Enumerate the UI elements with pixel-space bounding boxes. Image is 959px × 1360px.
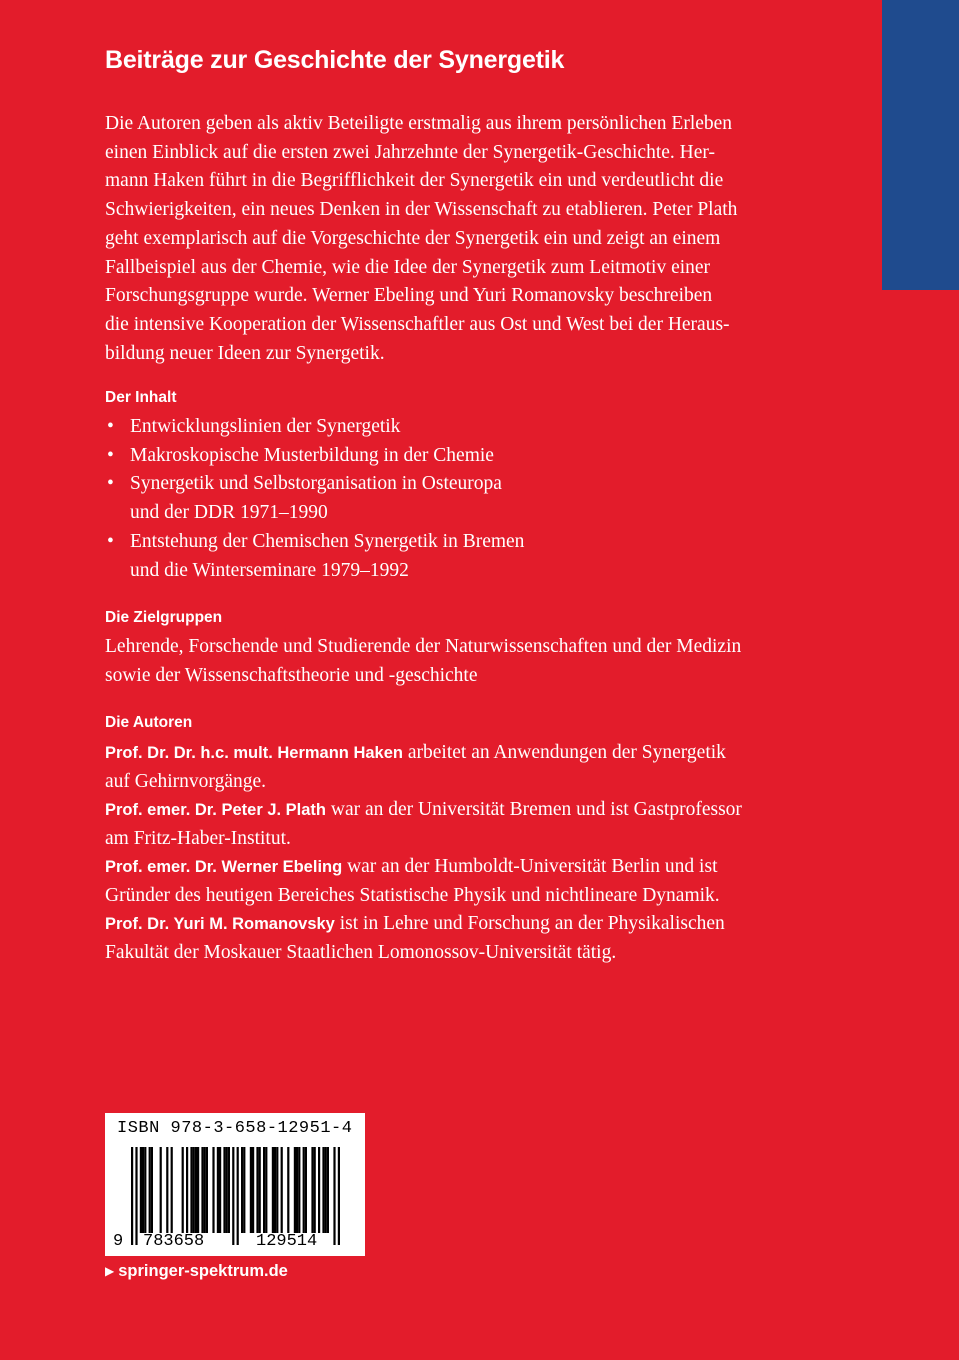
barcode-bar: [281, 1147, 283, 1233]
barcode-bar: [250, 1147, 252, 1233]
isbn-barcode: [105, 1113, 365, 1256]
intro-line: die intensive Kooperation der Wissenschaftler aus Ost und West bei der Heraus-: [105, 313, 730, 335]
barcode-bar: [327, 1147, 329, 1233]
bullet-icon: •: [107, 530, 114, 552]
book-title: Beiträge zur Geschichte der Synergetik: [105, 46, 565, 74]
audience-heading: Die Zielgruppen: [105, 609, 223, 626]
intro-line: Die Autoren geben als aktiv Beteiligte erstmalig aus ihrem persönlichen Erleben: [105, 113, 733, 134]
barcode-bar: [212, 1147, 214, 1233]
barcode-bar: [197, 1147, 199, 1233]
intro-line: Fallbeispiel aus der Chemie, wie die Idee der Synergetik zum Leitmotiv einer: [105, 256, 711, 278]
ean-left-digits: 783658: [143, 1232, 205, 1251]
contents-list: [105, 413, 820, 585]
isbn-label: ISBN 978-3-658-12951-4: [117, 1119, 353, 1138]
barcode-bar: [338, 1147, 340, 1245]
barcode-bar: [272, 1147, 274, 1233]
barcode-bar: [193, 1147, 195, 1233]
barcode-bar: [274, 1147, 276, 1233]
barcode-bar: [305, 1147, 307, 1233]
barcode-bar: [135, 1147, 137, 1245]
audience-paragraph: Lehrende, Forschende und Studierende der Naturwissenschaften und der Medizin sowie der Wissenschaftstheorie und -geschichte: [105, 636, 742, 686]
barcode-bar: [201, 1147, 203, 1233]
barcode-bar: [243, 1147, 245, 1233]
barcode-bar: [151, 1147, 153, 1233]
barcode-bar: [263, 1147, 265, 1233]
barcode-bar: [318, 1147, 320, 1233]
intro-line: mann Haken führt in die Begrifflichkeit der Synergetik ein und verdeutlicht die: [105, 170, 724, 192]
barcode-bar: [296, 1147, 298, 1233]
intro-line: einen Einblick auf die ersten zwei Jahrzehnte der Synergetik-Geschichte. Her-: [105, 141, 715, 163]
list-item: • Synergetik und Selbstorganisation in Osteuropa und der DDR 1971–1990: [105, 470, 820, 527]
intro-line: Schwierigkeiten, ein neues Denken in der Wissenschaft zu etablieren. Peter Plath: [105, 199, 738, 221]
barcode-bar: [333, 1147, 335, 1245]
barcode-bar: [252, 1147, 254, 1233]
ean-lead-digit: 9: [113, 1232, 124, 1251]
barcode-bar: [226, 1147, 228, 1233]
barcode-bar: [217, 1147, 219, 1233]
intro-line: bildung neuer Ideen zur Synergetik.: [105, 342, 385, 364]
author-entry: Prof. Dr. Dr. h.c. mult. Hermann Haken arbeitet an Anwendungen der Synergetik auf Gehirnvorgänge.: [105, 742, 726, 792]
barcode-bar: [186, 1147, 188, 1233]
barcode-bar: [140, 1147, 142, 1233]
barcode-bar: [259, 1147, 261, 1233]
barcode-bar: [131, 1147, 133, 1245]
barcode-bar: [171, 1147, 173, 1233]
barcode-bar: [314, 1147, 316, 1233]
author-entry: Prof. emer. Dr. Peter J. Plath war an der Universität Bremen und ist Gastprofessor am Fritz-Haber-Institut.: [105, 799, 742, 849]
bullet-icon: •: [107, 416, 114, 437]
barcode-bar: [228, 1147, 230, 1233]
bullet-icon: •: [107, 444, 114, 466]
barcode-bar: [287, 1147, 289, 1233]
blue-corner-tab: [882, 0, 959, 290]
barcode-bar: [195, 1147, 197, 1233]
barcode-bar: [219, 1147, 221, 1233]
authors-heading: Die Autoren: [105, 714, 193, 731]
barcode-bar: [182, 1147, 184, 1233]
barcode-bar: [303, 1147, 305, 1233]
intro-paragraph: [105, 110, 820, 368]
barcode-bar: [149, 1147, 151, 1233]
list-item: • Entwicklungslinien der Synergetik: [105, 413, 820, 442]
barcode-bar: [294, 1147, 296, 1233]
barcode-bar: [232, 1147, 234, 1245]
author-name: Prof. emer. Dr. Peter J. Plath: [105, 801, 327, 819]
author-name: Prof. Dr. Yuri M. Romanovsky: [105, 915, 335, 933]
author-name: Prof. emer. Dr. Werner Ebeling: [105, 858, 343, 876]
barcode-bar: [206, 1147, 208, 1233]
author-name: Prof. Dr. Dr. h.c. mult. Hermann Haken: [105, 744, 403, 762]
barcode-bar: [237, 1147, 239, 1245]
intro-line: geht exemplarisch auf die Vorgeschichte der Synergetik ein und zeigt an einem: [105, 227, 721, 249]
barcode-bar: [190, 1147, 192, 1233]
publisher-link[interactable]: ▶ springer-spektrum.de: [105, 1262, 288, 1280]
barcode-bar: [142, 1147, 144, 1233]
ean-right-digits: 129514: [256, 1232, 318, 1251]
contents-heading: Der Inhalt: [105, 389, 177, 406]
list-item: • Entstehung der Chemischen Synergetik in Bremen und die Winterseminare 1979–1992: [105, 528, 820, 585]
list-item: • Makroskopische Musterbildung in der Chemie: [105, 442, 820, 471]
barcode-bar: [204, 1147, 206, 1233]
bullet-icon: •: [107, 473, 114, 495]
barcode-bar: [325, 1147, 327, 1233]
author-entry: Prof. Dr. Yuri M. Romanovsky ist in Lehre und Forschung an der Physikalischen Fakultät der Moskauer Staatlichen Lomonossov-Universität tätig.: [105, 913, 725, 963]
intro-line: Forschungsgruppe wurde. Werner Ebeling und Yuri Romanovsky beschreiben: [105, 285, 713, 307]
barcode-bar: [166, 1147, 168, 1233]
barcode-bar: [256, 1147, 258, 1233]
play-arrow-icon: ▶: [105, 1264, 115, 1278]
barcode-bar: [160, 1147, 162, 1233]
barcode-bar: [298, 1147, 300, 1233]
barcode-bar: [144, 1147, 146, 1233]
author-entry: Prof. emer. Dr. Werner Ebeling war an der Humboldt-Universität Berlin und ist Gründer des heutigen Bereiches Statistische Physik und nichtlineare Dynamik.: [105, 856, 720, 906]
barcode-bar: [276, 1147, 278, 1233]
barcode-bar: [223, 1147, 225, 1233]
barcode-bar: [265, 1147, 267, 1233]
barcode-bar: [241, 1147, 243, 1233]
barcode-bar: [322, 1147, 324, 1233]
barcode-bar: [311, 1147, 313, 1233]
